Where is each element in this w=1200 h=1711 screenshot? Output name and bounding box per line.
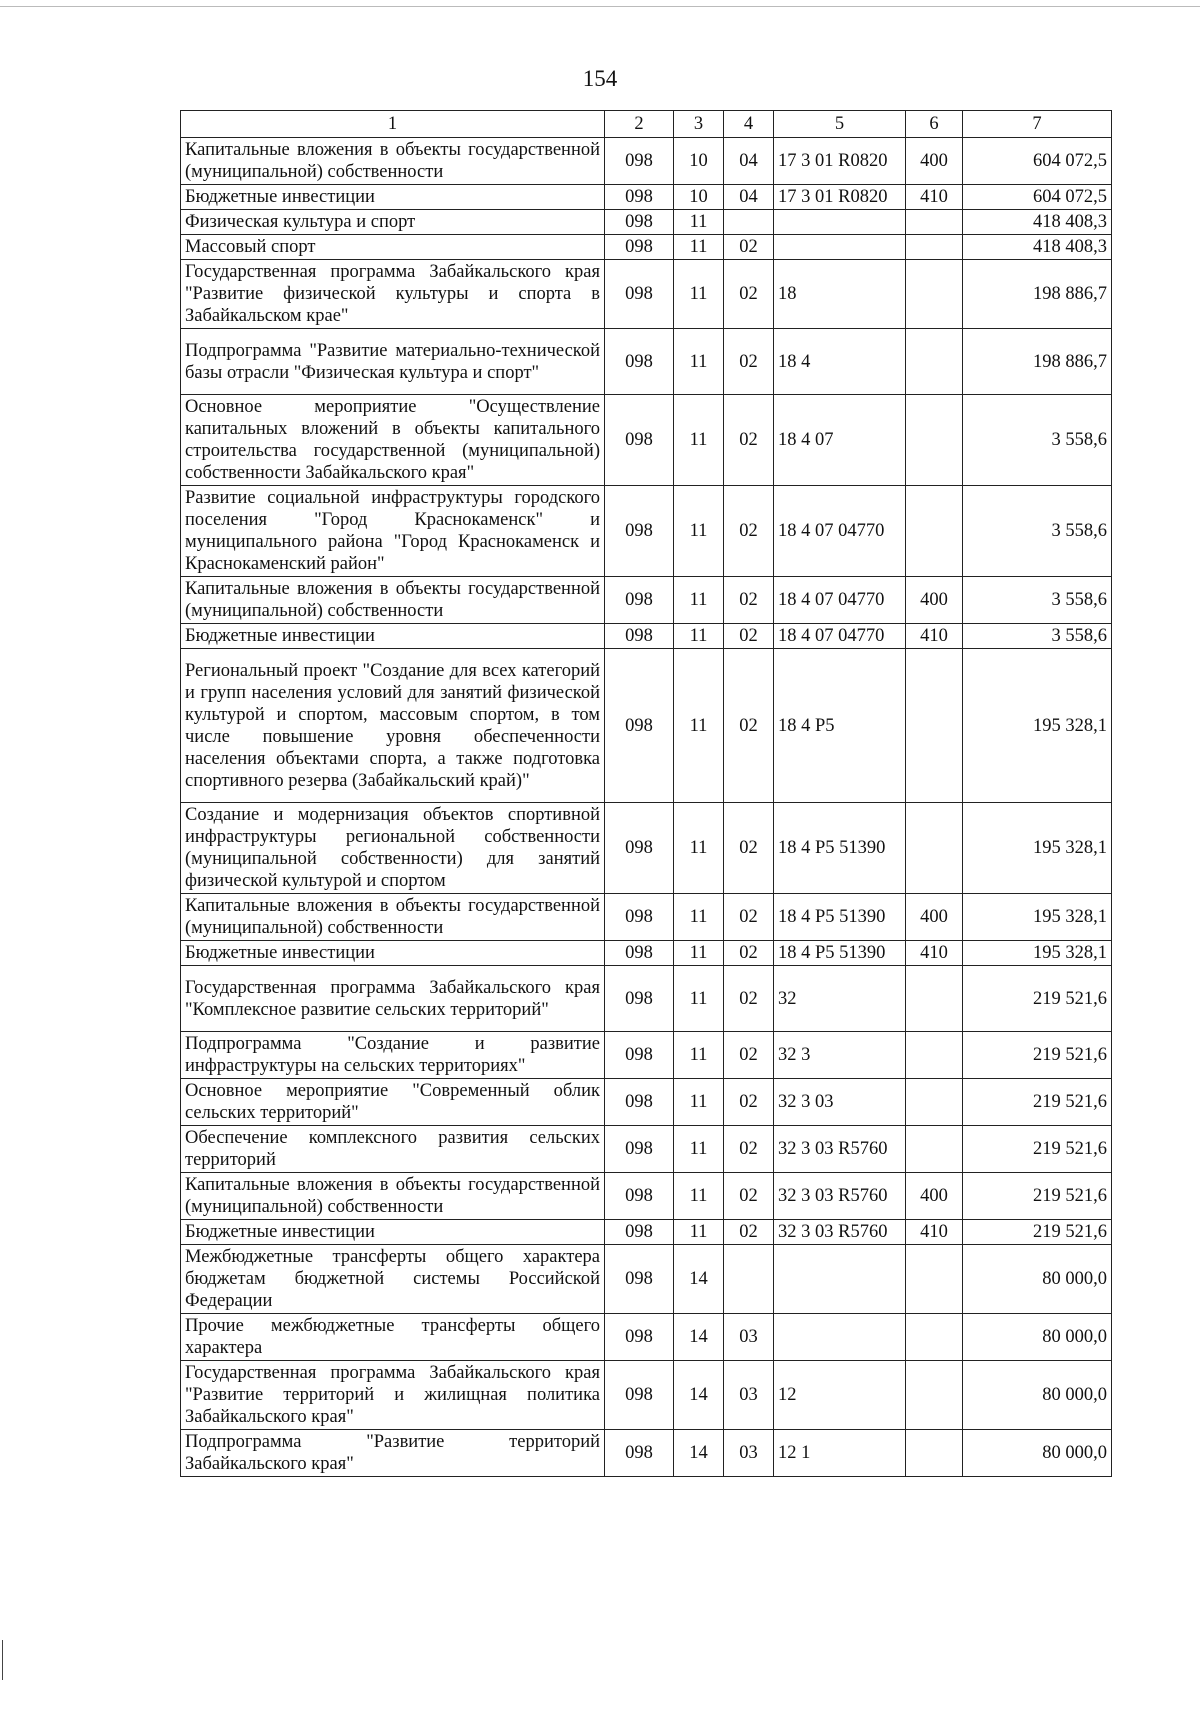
- row-section: 11: [674, 1126, 724, 1173]
- table-row: [181, 210, 1112, 235]
- row-target-article: 18 4 07 04770: [774, 624, 906, 649]
- row-admin-code: 098: [605, 235, 674, 260]
- row-section: 11: [674, 260, 724, 329]
- row-expense-type: [906, 1361, 963, 1430]
- row-section: 11: [674, 395, 724, 486]
- row-section: 11: [674, 210, 724, 235]
- row-name: Государственная программа Забайкальского края "Развитие физической культуры и спорта в Забайкальском крае": [181, 260, 605, 329]
- table-row: [181, 1032, 1112, 1079]
- row-amount: 80 000,0: [963, 1245, 1112, 1314]
- row-admin-code: 098: [605, 1245, 674, 1314]
- row-amount: 3 558,6: [963, 486, 1112, 577]
- row-expense-type: 410: [906, 1220, 963, 1245]
- row-amount: 3 558,6: [963, 624, 1112, 649]
- budget-table: [180, 110, 1112, 1477]
- row-expense-type: [906, 329, 963, 395]
- row-amount: 195 328,1: [963, 941, 1112, 966]
- row-amount: 195 328,1: [963, 649, 1112, 803]
- row-section: 14: [674, 1361, 724, 1430]
- row-name: Бюджетные инвестиции: [181, 941, 605, 966]
- row-target-article: 18 4 07 04770: [774, 486, 906, 577]
- row-subsection: 02: [724, 329, 774, 395]
- row-section: 14: [674, 1245, 724, 1314]
- row-admin-code: 098: [605, 1173, 674, 1220]
- row-amount: 219 521,6: [963, 1079, 1112, 1126]
- row-section: 11: [674, 329, 724, 395]
- row-amount: 219 521,6: [963, 1126, 1112, 1173]
- row-name: Региональный проект "Создание для всех категорий и групп населения условий для занятий физической культурой и спортом, массовым спортом, в том числе повышение уровня обеспеченности населения объектами спорта, а также подготовка спортивного резерва (Забайкальский край)": [181, 649, 605, 803]
- row-target-article: [774, 235, 906, 260]
- column-header: 1: [181, 111, 605, 138]
- row-section: 10: [674, 138, 724, 185]
- row-expense-type: [906, 395, 963, 486]
- row-name: Основное мероприятие "Осуществление капитальных вложений в объекты капитального строительства государственной (муниципальной) собственности Забайкальского края": [181, 395, 605, 486]
- row-section: 10: [674, 185, 724, 210]
- row-section: 11: [674, 577, 724, 624]
- row-admin-code: 098: [605, 185, 674, 210]
- row-admin-code: 098: [605, 966, 674, 1032]
- row-expense-type: [906, 966, 963, 1032]
- table-row: [181, 260, 1112, 329]
- table-row: [181, 941, 1112, 966]
- row-admin-code: 098: [605, 329, 674, 395]
- row-target-article: 32 3 03 R5760: [774, 1126, 906, 1173]
- row-section: 11: [674, 649, 724, 803]
- row-target-article: 18 4: [774, 329, 906, 395]
- row-expense-type: [906, 486, 963, 577]
- row-amount: 3 558,6: [963, 395, 1112, 486]
- table-row: [181, 329, 1112, 395]
- row-admin-code: 098: [605, 395, 674, 486]
- row-subsection: [724, 1245, 774, 1314]
- row-name: Государственная программа Забайкальского края "Развитие территорий и жилищная политика Забайкальского края": [181, 1361, 605, 1430]
- row-expense-type: [906, 1430, 963, 1477]
- row-name: Основное мероприятие "Современный облик сельских территорий": [181, 1079, 605, 1126]
- row-target-article: 18: [774, 260, 906, 329]
- row-target-article: [774, 1314, 906, 1361]
- row-expense-type: 410: [906, 624, 963, 649]
- row-expense-type: [906, 1126, 963, 1173]
- row-section: 11: [674, 894, 724, 941]
- column-header: 3: [674, 111, 724, 138]
- row-subsection: 02: [724, 577, 774, 624]
- row-name: Подпрограмма "Развитие территорий Забайкальского края": [181, 1430, 605, 1477]
- row-admin-code: 098: [605, 649, 674, 803]
- table-row: [181, 1245, 1112, 1314]
- row-subsection: 02: [724, 260, 774, 329]
- row-name: Прочие межбюджетные трансферты общего характера: [181, 1314, 605, 1361]
- row-section: 14: [674, 1314, 724, 1361]
- row-expense-type: [906, 210, 963, 235]
- row-amount: 219 521,6: [963, 1032, 1112, 1079]
- row-expense-type: 410: [906, 185, 963, 210]
- table-body: [181, 111, 1112, 1477]
- row-subsection: [724, 210, 774, 235]
- table-row: [181, 1430, 1112, 1477]
- row-subsection: 04: [724, 138, 774, 185]
- row-subsection: 02: [724, 894, 774, 941]
- row-section: 11: [674, 624, 724, 649]
- row-amount: 80 000,0: [963, 1314, 1112, 1361]
- row-target-article: 12 1: [774, 1430, 906, 1477]
- row-name: Капитальные вложения в объекты государственной (муниципальной) собственности: [181, 1173, 605, 1220]
- row-section: 11: [674, 1079, 724, 1126]
- table-row: [181, 894, 1112, 941]
- row-expense-type: [906, 1245, 963, 1314]
- row-section: 11: [674, 1173, 724, 1220]
- row-expense-type: [906, 1032, 963, 1079]
- row-expense-type: 410: [906, 941, 963, 966]
- row-expense-type: [906, 803, 963, 894]
- table-row: [181, 1126, 1112, 1173]
- row-name: Межбюджетные трансферты общего характера бюджетам бюджетной системы Российской Федерации: [181, 1245, 605, 1314]
- row-target-article: 12: [774, 1361, 906, 1430]
- row-admin-code: 098: [605, 803, 674, 894]
- row-target-article: 32 3 03 R5760: [774, 1173, 906, 1220]
- row-target-article: 17 3 01 R0820: [774, 138, 906, 185]
- row-amount: 195 328,1: [963, 803, 1112, 894]
- row-admin-code: 098: [605, 486, 674, 577]
- table-row: [181, 1173, 1112, 1220]
- row-amount: 80 000,0: [963, 1361, 1112, 1430]
- row-section: 11: [674, 235, 724, 260]
- row-subsection: 02: [724, 1032, 774, 1079]
- row-amount: 3 558,6: [963, 577, 1112, 624]
- row-name: Бюджетные инвестиции: [181, 624, 605, 649]
- row-subsection: 02: [724, 649, 774, 803]
- row-subsection: 02: [724, 941, 774, 966]
- row-expense-type: 400: [906, 577, 963, 624]
- row-amount: 198 886,7: [963, 260, 1112, 329]
- row-expense-type: 400: [906, 138, 963, 185]
- row-amount: 604 072,5: [963, 185, 1112, 210]
- row-target-article: 18 4 P5 51390: [774, 894, 906, 941]
- row-target-article: [774, 210, 906, 235]
- table-row: [181, 649, 1112, 803]
- table-row: [181, 1361, 1112, 1430]
- row-target-article: [774, 1245, 906, 1314]
- row-expense-type: 400: [906, 894, 963, 941]
- row-subsection: 02: [724, 966, 774, 1032]
- table-row: [181, 395, 1112, 486]
- row-admin-code: 098: [605, 1220, 674, 1245]
- row-admin-code: 098: [605, 138, 674, 185]
- row-admin-code: 098: [605, 1032, 674, 1079]
- row-name: Бюджетные инвестиции: [181, 1220, 605, 1245]
- row-section: 11: [674, 486, 724, 577]
- row-target-article: 32 3: [774, 1032, 906, 1079]
- row-expense-type: 400: [906, 1173, 963, 1220]
- table-row: [181, 185, 1112, 210]
- row-name: Капитальные вложения в объекты государственной (муниципальной) собственности: [181, 577, 605, 624]
- row-target-article: 32: [774, 966, 906, 1032]
- row-name: Массовый спорт: [181, 235, 605, 260]
- row-name: Обеспечение комплексного развития сельских территорий: [181, 1126, 605, 1173]
- row-expense-type: [906, 1079, 963, 1126]
- column-header: 4: [724, 111, 774, 138]
- row-subsection: 02: [724, 803, 774, 894]
- row-amount: 219 521,6: [963, 1173, 1112, 1220]
- row-section: 11: [674, 1220, 724, 1245]
- column-header: 6: [906, 111, 963, 138]
- row-amount: 219 521,6: [963, 966, 1112, 1032]
- table-row: [181, 138, 1112, 185]
- row-amount: 604 072,5: [963, 138, 1112, 185]
- row-subsection: 04: [724, 185, 774, 210]
- row-subsection: 02: [724, 235, 774, 260]
- row-target-article: 18 4 07 04770: [774, 577, 906, 624]
- row-name: Подпрограмма "Развитие материально-технической базы отрасли "Физическая культура и спорт": [181, 329, 605, 395]
- row-name: Развитие социальной инфраструктуры городского поселения "Город Краснокаменск" и муниципального района "Город Краснокаменск и Краснокаменский район": [181, 486, 605, 577]
- table-row: [181, 803, 1112, 894]
- row-admin-code: 098: [605, 941, 674, 966]
- row-target-article: 32 3 03 R5760: [774, 1220, 906, 1245]
- row-subsection: 02: [724, 1079, 774, 1126]
- row-subsection: 02: [724, 1220, 774, 1245]
- row-amount: 418 408,3: [963, 235, 1112, 260]
- row-amount: 219 521,6: [963, 1220, 1112, 1245]
- row-amount: 418 408,3: [963, 210, 1112, 235]
- table-row: [181, 235, 1112, 260]
- row-admin-code: 098: [605, 894, 674, 941]
- row-admin-code: 098: [605, 210, 674, 235]
- row-target-article: 32 3 03: [774, 1079, 906, 1126]
- row-target-article: 18 4 P5: [774, 649, 906, 803]
- row-subsection: 02: [724, 486, 774, 577]
- row-subsection: 03: [724, 1430, 774, 1477]
- row-name: Создание и модернизация объектов спортивной инфраструктуры региональной собственности (муниципальной собственности) для занятий физической культурой и спортом: [181, 803, 605, 894]
- row-expense-type: [906, 235, 963, 260]
- row-amount: 195 328,1: [963, 894, 1112, 941]
- row-target-article: 18 4 07: [774, 395, 906, 486]
- table-row: [181, 1079, 1112, 1126]
- table-row: [181, 577, 1112, 624]
- column-header: 5: [774, 111, 906, 138]
- row-name: Физическая культура и спорт: [181, 210, 605, 235]
- table-row: [181, 1220, 1112, 1245]
- row-section: 11: [674, 966, 724, 1032]
- row-amount: 80 000,0: [963, 1430, 1112, 1477]
- row-admin-code: 098: [605, 1126, 674, 1173]
- row-admin-code: 098: [605, 260, 674, 329]
- row-admin-code: 098: [605, 1430, 674, 1477]
- table-row: [181, 966, 1112, 1032]
- row-expense-type: [906, 260, 963, 329]
- row-target-article: 17 3 01 R0820: [774, 185, 906, 210]
- row-subsection: 02: [724, 395, 774, 486]
- row-target-article: 18 4 P5 51390: [774, 941, 906, 966]
- table-row: [181, 1314, 1112, 1361]
- row-name: Бюджетные инвестиции: [181, 185, 605, 210]
- scan-top-edge: [0, 6, 1200, 7]
- row-admin-code: 098: [605, 1314, 674, 1361]
- row-target-article: 18 4 P5 51390: [774, 803, 906, 894]
- row-name: Подпрограмма "Создание и развитие инфраструктуры на сельских территориях": [181, 1032, 605, 1079]
- row-name: Капитальные вложения в объекты государственной (муниципальной) собственности: [181, 138, 605, 185]
- row-subsection: 02: [724, 624, 774, 649]
- column-header: 7: [963, 111, 1112, 138]
- column-header: 2: [605, 111, 674, 138]
- row-name: Капитальные вложения в объекты государственной (муниципальной) собственности: [181, 894, 605, 941]
- row-admin-code: 098: [605, 1361, 674, 1430]
- row-amount: 198 886,7: [963, 329, 1112, 395]
- table-row: [181, 624, 1112, 649]
- row-subsection: 02: [724, 1173, 774, 1220]
- row-section: 11: [674, 803, 724, 894]
- row-section: 14: [674, 1430, 724, 1477]
- row-expense-type: [906, 1314, 963, 1361]
- row-subsection: 02: [724, 1126, 774, 1173]
- row-subsection: 03: [724, 1314, 774, 1361]
- row-admin-code: 098: [605, 624, 674, 649]
- row-section: 11: [674, 941, 724, 966]
- row-section: 11: [674, 1032, 724, 1079]
- scan-left-edge-mark: [2, 1640, 3, 1680]
- header-row: [181, 111, 1112, 138]
- page-number: 154: [582, 66, 618, 91]
- row-subsection: 03: [724, 1361, 774, 1430]
- row-admin-code: 098: [605, 1079, 674, 1126]
- row-name: Государственная программа Забайкальского края "Комплексное развитие сельских территорий": [181, 966, 605, 1032]
- row-admin-code: 098: [605, 577, 674, 624]
- row-expense-type: [906, 649, 963, 803]
- table-row: [181, 486, 1112, 577]
